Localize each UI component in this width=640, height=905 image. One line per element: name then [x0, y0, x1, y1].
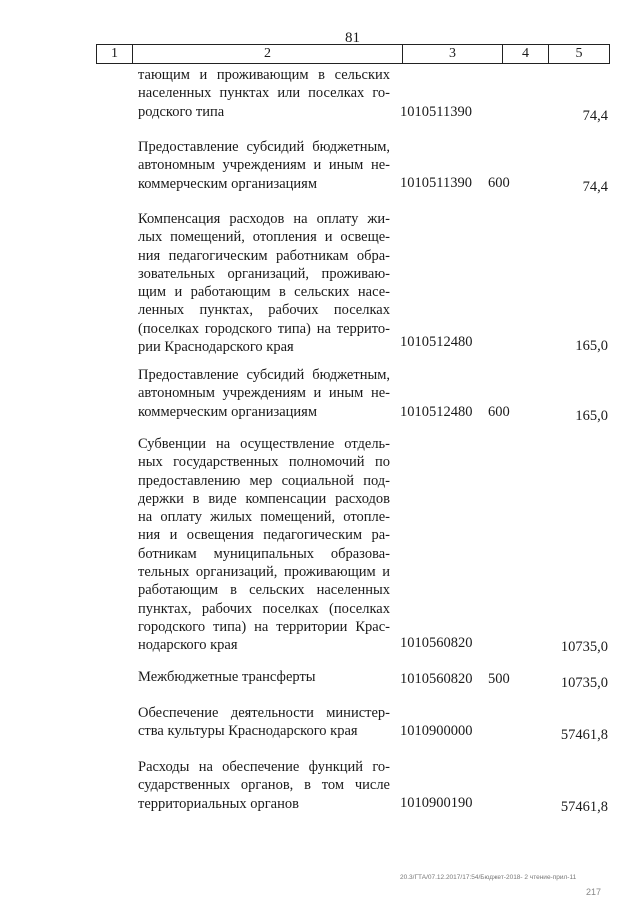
description-line: тающим и проживающим в сельских [138, 67, 390, 83]
description-line: работающим в сельских населенных [138, 582, 390, 599]
header-col-2: 2 [133, 45, 403, 63]
row-amount: 74,4 [582, 108, 608, 124]
description-line: автономным учреждениям и иным не- [138, 385, 390, 402]
row-description [138, 138, 390, 193]
row-code: 1010560820 [400, 635, 473, 651]
description-line: родского типа [138, 103, 225, 120]
row-description [138, 435, 390, 655]
row-code: 1010900000 [400, 723, 473, 739]
description-line: ния и освещения педагогическим ра- [138, 527, 390, 544]
row-description [138, 210, 390, 356]
corner-page-number: 217 [586, 887, 602, 897]
description-line: лых помещений, отопления и освеще- [138, 229, 390, 246]
row-expense-type: 600 [488, 404, 510, 420]
page-number: 81 [345, 30, 360, 46]
description-line: держки в виде компенсации расходов [138, 490, 390, 507]
row-amount: 57461,8 [560, 727, 608, 743]
row-description [138, 66, 390, 121]
description-line: населенных пунктах или поселках го- [138, 85, 390, 102]
description-line: тельных организаций, проживающим и [138, 564, 390, 581]
table-header [96, 44, 610, 64]
row-amount: 10735,0 [560, 675, 608, 691]
description-line: ленных пунктах, рабочих поселках [138, 302, 390, 319]
description-line: ботникам муниципальных образова- [138, 545, 390, 562]
description-line: (поселках городского типа) на террито- [138, 320, 390, 337]
description-line: предоставлению мер социальной под- [138, 472, 390, 489]
description-line: сударственных органов, в том числе [138, 777, 390, 794]
row-amount: 74,4 [582, 179, 608, 195]
header-col-4: 4 [503, 45, 549, 63]
description-line: ных государственных полномочий по [138, 454, 390, 471]
description-line: Компенсация расходов на оплату жи- [138, 211, 390, 227]
row-amount: 57461,8 [560, 799, 608, 815]
row-description [138, 758, 390, 813]
description-line: на оплату жилых помещений, отопле- [138, 509, 390, 526]
row-amount: 165,0 [575, 408, 608, 424]
row-description [138, 668, 390, 686]
row-expense-type: 600 [488, 175, 510, 191]
row-expense-type: 500 [488, 671, 510, 687]
description-line: Расходы на обеспечение функций го- [138, 759, 390, 775]
row-description [138, 366, 390, 421]
row-code: 1010512480 [400, 404, 473, 420]
description-line: Межбюджетные трансферты [138, 669, 316, 685]
description-line: Обеспечение деятельности министер- [138, 705, 390, 721]
header-col-1: 1 [97, 45, 133, 63]
description-line: городского типа) на территории Крас- [138, 618, 390, 635]
row-code: 1010512480 [400, 334, 473, 350]
description-line: ства культуры Краснодарского края [138, 723, 358, 740]
row-code: 1010511390 [400, 175, 472, 191]
description-line: Субвенции на осуществление отдель- [138, 436, 390, 452]
description-line: пунктах, рабочих поселках (поселках [138, 600, 390, 617]
row-amount: 10735,0 [560, 639, 608, 655]
description-line: территориальных органов [138, 795, 299, 812]
footer-stamp: 20.3/ГТА/07.12.2017/17:54/Бюджет-2018- 2 чтение-прил-11 [400, 874, 577, 881]
description-line: нодарского края [138, 637, 238, 654]
description-line: автономным учреждениям и иным не- [138, 157, 390, 174]
description-line: щим и работающим в сельских насе- [138, 284, 390, 301]
row-description [138, 704, 390, 741]
row-code: 1010900190 [400, 795, 473, 811]
header-col-5: 5 [575, 46, 583, 61]
description-line: коммерческим организациям [138, 403, 318, 420]
description-line: зовательных организаций, проживаю- [138, 265, 390, 282]
description-line: коммерческим организациям [138, 175, 318, 192]
description-line: Предоставление субсидий бюджетным, [138, 367, 390, 383]
description-line: рии Краснодарского края [138, 339, 294, 356]
description-line: Предоставление субсидий бюджетным, [138, 139, 390, 155]
header-col-3: 3 [403, 45, 503, 63]
row-code: 1010511390 [400, 104, 472, 120]
row-code: 1010560820 [400, 671, 473, 687]
description-line: ния педагогическим работникам обра- [138, 247, 390, 264]
row-amount: 165,0 [575, 338, 608, 354]
